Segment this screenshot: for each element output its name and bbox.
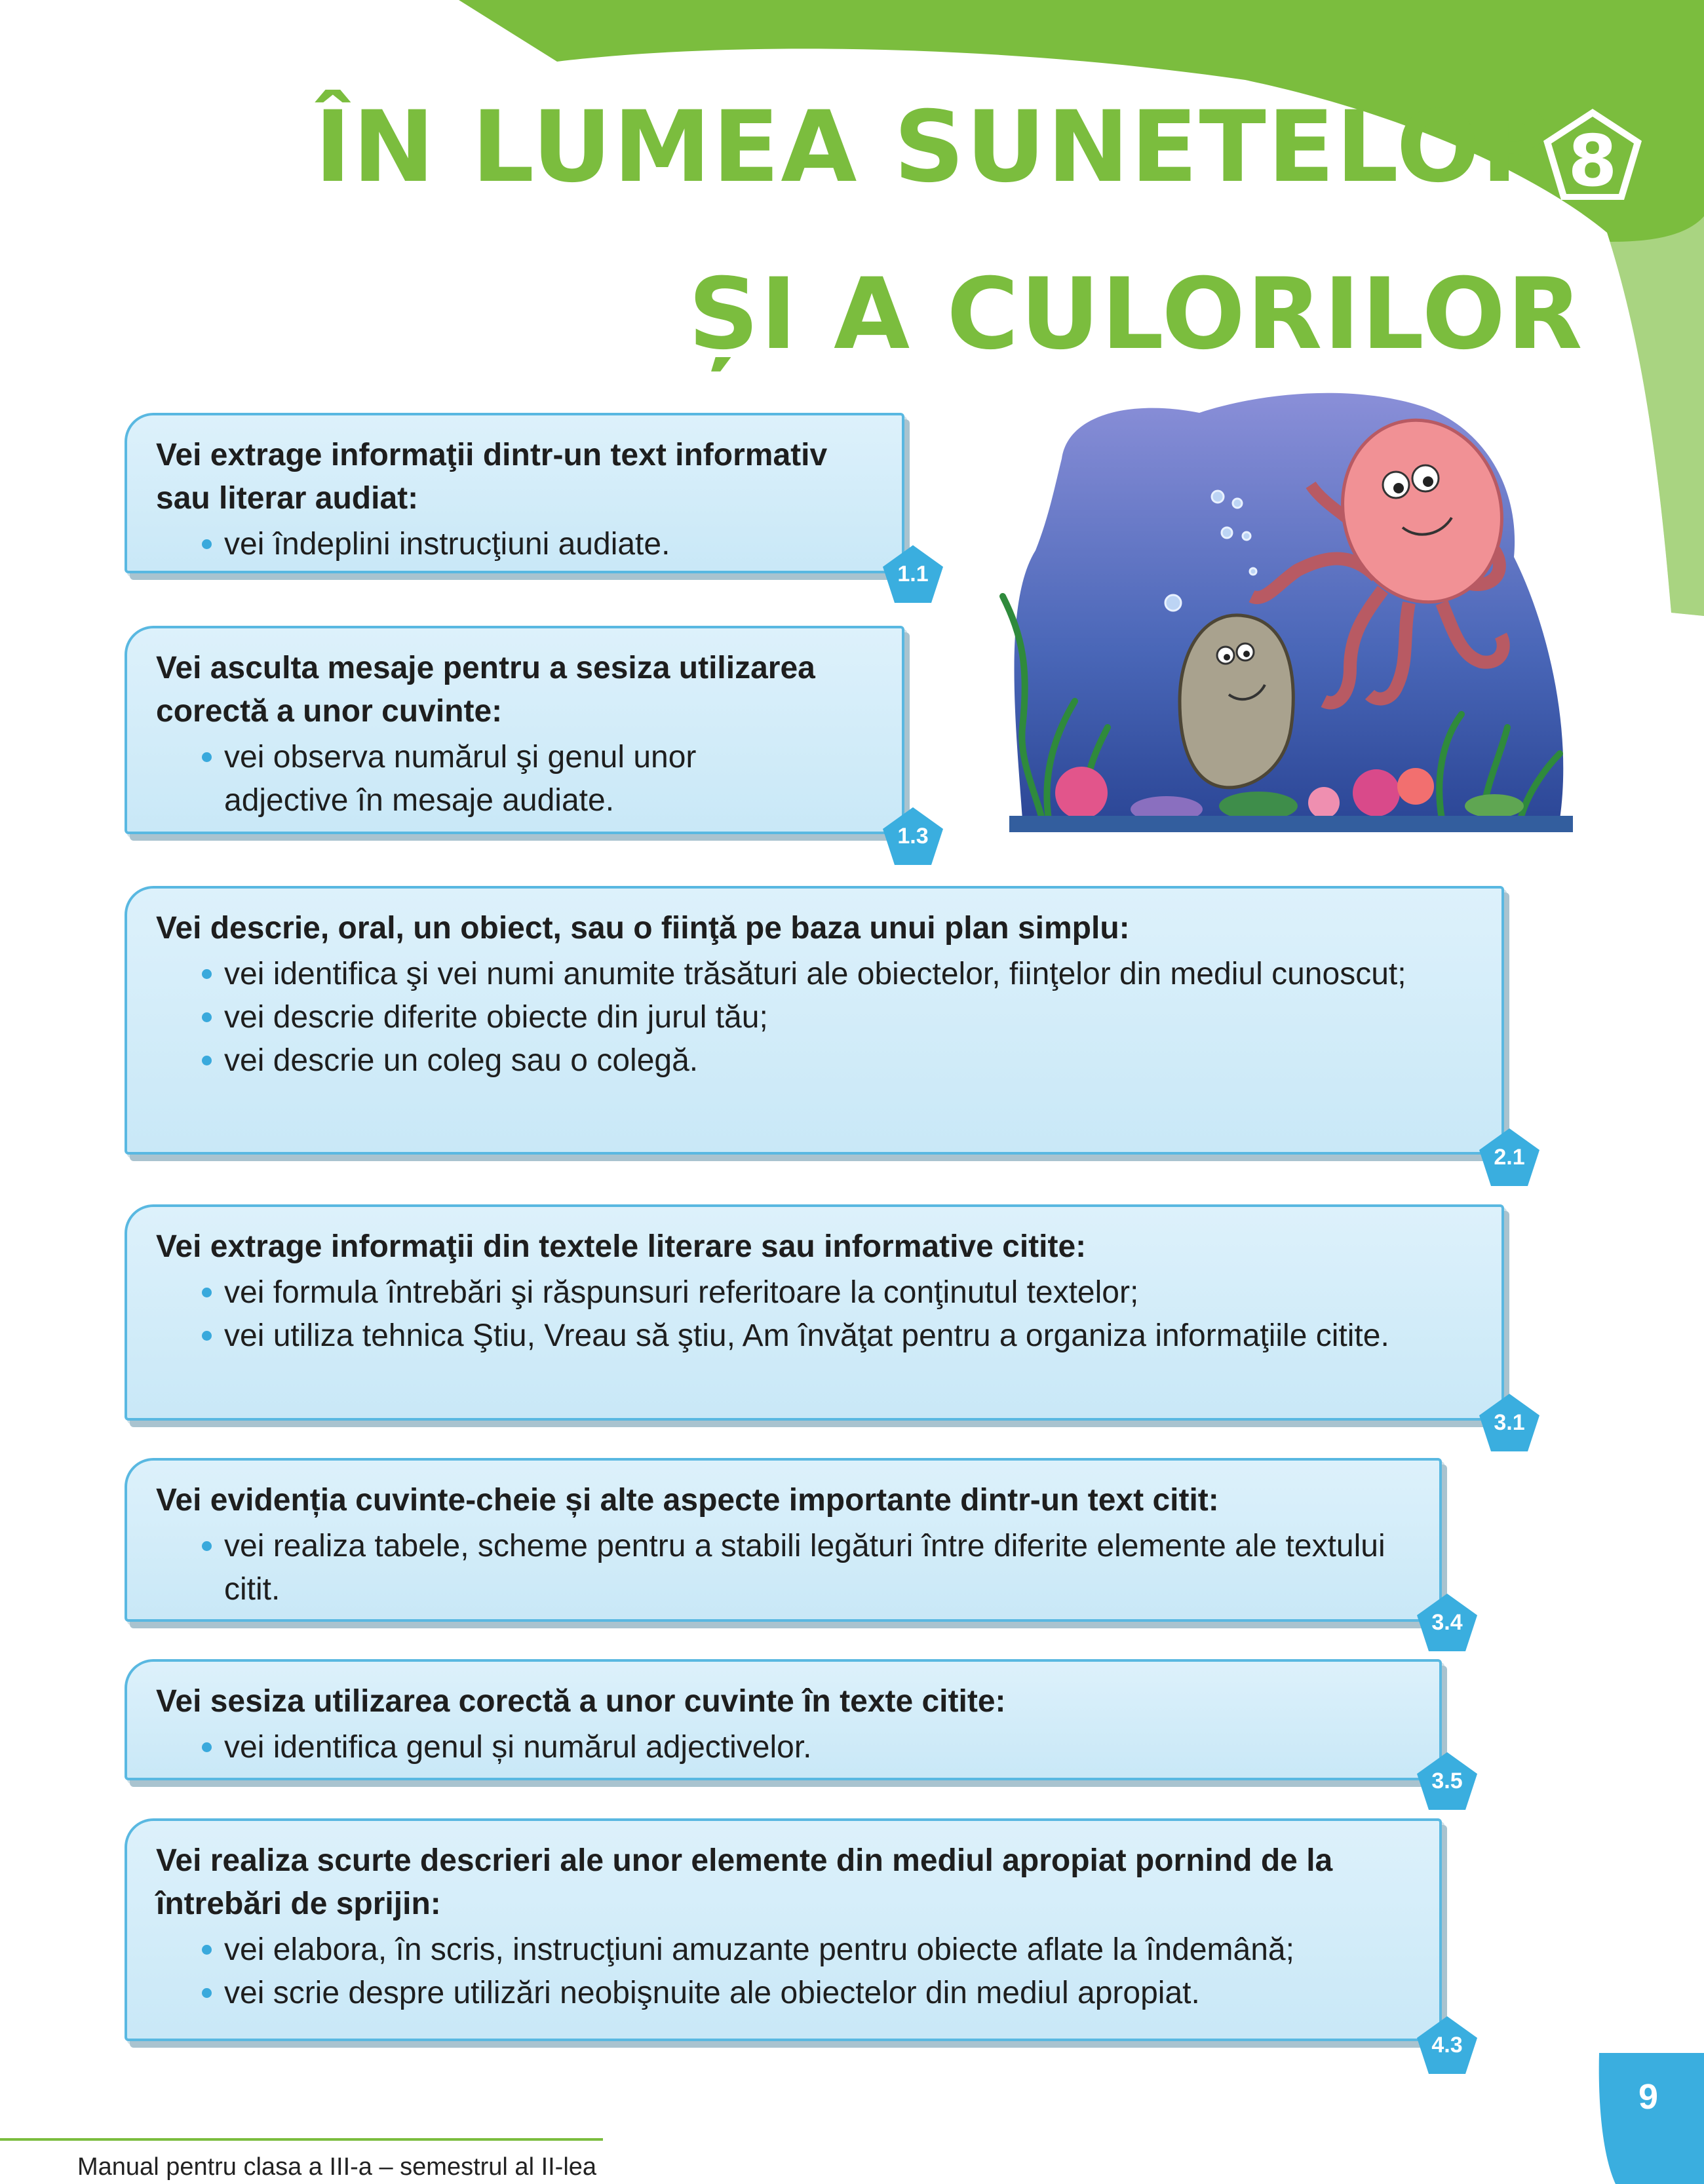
competency-badge-3-1 bbox=[1478, 1392, 1541, 1453]
objective-bullet: vei identifica şi vei numi anumite trăsături ale obiectelor, fiinţelor din mediul cunoscut; bbox=[224, 953, 1475, 996]
objective-bullet: vei descrie un coleg sau o colegă. bbox=[224, 1039, 1475, 1082]
badge-label: 2.1 bbox=[1494, 1145, 1525, 1170]
objective-card-1 bbox=[125, 413, 904, 573]
page-number: 9 bbox=[1638, 2077, 1659, 2117]
objective-card-7 bbox=[125, 1818, 1442, 2041]
objective-bullet-list bbox=[156, 1928, 1413, 2015]
objective-card-4 bbox=[125, 1204, 1504, 1421]
objective-bullet: vei utiliza tehnica Ştiu, Vreau să ştiu, Am învăţat pentru a organiza informaţiile citite. bbox=[224, 1314, 1475, 1358]
objective-bullet-list bbox=[156, 1271, 1475, 1358]
objective-bullet: vei realiza tabele, scheme pentru a stabili legături între diferite elemente ale textului citit. bbox=[224, 1525, 1413, 1611]
badge-label: 3.1 bbox=[1494, 1410, 1525, 1435]
objective-bullet-list bbox=[156, 1525, 1413, 1611]
objective-bullet: vei îndeplini instrucţiuni audiate. bbox=[224, 523, 876, 566]
competency-badge-3-4 bbox=[1416, 1592, 1479, 1653]
competency-badge-1-3 bbox=[881, 806, 944, 866]
objective-bullet: vei descrie diferite obiecte din jurul tău; bbox=[224, 996, 1475, 1039]
objective-bullet-list bbox=[156, 523, 876, 566]
objective-bullet: vei elabora, în scris, instrucţiuni amuzante pentru obiecte aflate la îndemână; bbox=[224, 1928, 1413, 1972]
objective-heading: Vei evidenția cuvinte-cheie și alte aspecte importante dintr-un text citit: bbox=[156, 1483, 1219, 1518]
underwater-illustration bbox=[983, 387, 1612, 832]
objective-bullet-list bbox=[156, 736, 876, 822]
objective-card-2 bbox=[125, 626, 904, 834]
badge-label: 3.4 bbox=[1431, 1610, 1463, 1635]
objective-heading: Vei realiza scurte descrieri ale unor elemente din mediul apropiat pornind de la întrebări de sprijin: bbox=[156, 1843, 1333, 1921]
objective-bullet: vei identifica genul și numărul adjectivelor. bbox=[224, 1726, 1413, 1769]
objective-bullet: vei observa numărul şi genul unor adjective în mesaje audiate. bbox=[224, 736, 751, 822]
objective-card-6 bbox=[125, 1659, 1442, 1780]
objective-heading: Vei extrage informaţii dintr-un text informativ sau literar audiat: bbox=[156, 438, 828, 516]
page-title-line-2: ȘI A CULORILOR bbox=[688, 258, 1584, 372]
objective-heading: Vei asculta mesaje pentru a sesiza utilizarea corectă a unor cuvinte: bbox=[156, 651, 815, 729]
objective-heading: Vei sesiza utilizarea corectă a unor cuvinte în texte citite: bbox=[156, 1684, 1006, 1719]
objective-bullet: vei scrie despre utilizări neobişnuite ale obiectelor din mediul apropiat. bbox=[224, 1972, 1413, 2015]
page-title-line-1: ÎN LUMEA SUNETELOR bbox=[315, 90, 1559, 204]
competency-badge-3-5 bbox=[1416, 1751, 1479, 1811]
unit-number: 8 bbox=[1568, 121, 1617, 202]
objective-heading: Vei extrage informaţii din textele literare sau informative citite: bbox=[156, 1229, 1087, 1264]
badge-label: 4.3 bbox=[1431, 2033, 1463, 2058]
footer-text: Manual pentru clasa a III-a – semestrul al II-lea bbox=[77, 2153, 597, 2181]
competency-badge-2-1 bbox=[1478, 1127, 1541, 1187]
objective-bullet: vei formula întrebări şi răspunsuri referitoare la conţinutul textelor; bbox=[224, 1271, 1475, 1314]
objective-card-5 bbox=[125, 1458, 1442, 1622]
rock-character-icon bbox=[1180, 615, 1293, 788]
badge-label: 3.5 bbox=[1431, 1769, 1463, 1793]
objective-bullet-list bbox=[156, 953, 1475, 1082]
badge-label: 1.1 bbox=[897, 562, 929, 586]
objective-card-3 bbox=[125, 886, 1504, 1155]
objective-heading: Vei descrie, oral, un obiect, sau o fiinţă pe baza unui plan simplu: bbox=[156, 911, 1130, 946]
objective-bullet-list bbox=[156, 1726, 1413, 1769]
badge-label: 1.3 bbox=[897, 824, 929, 849]
competency-badge-4-3 bbox=[1416, 2015, 1479, 2075]
competency-badge-1-1 bbox=[881, 544, 944, 604]
